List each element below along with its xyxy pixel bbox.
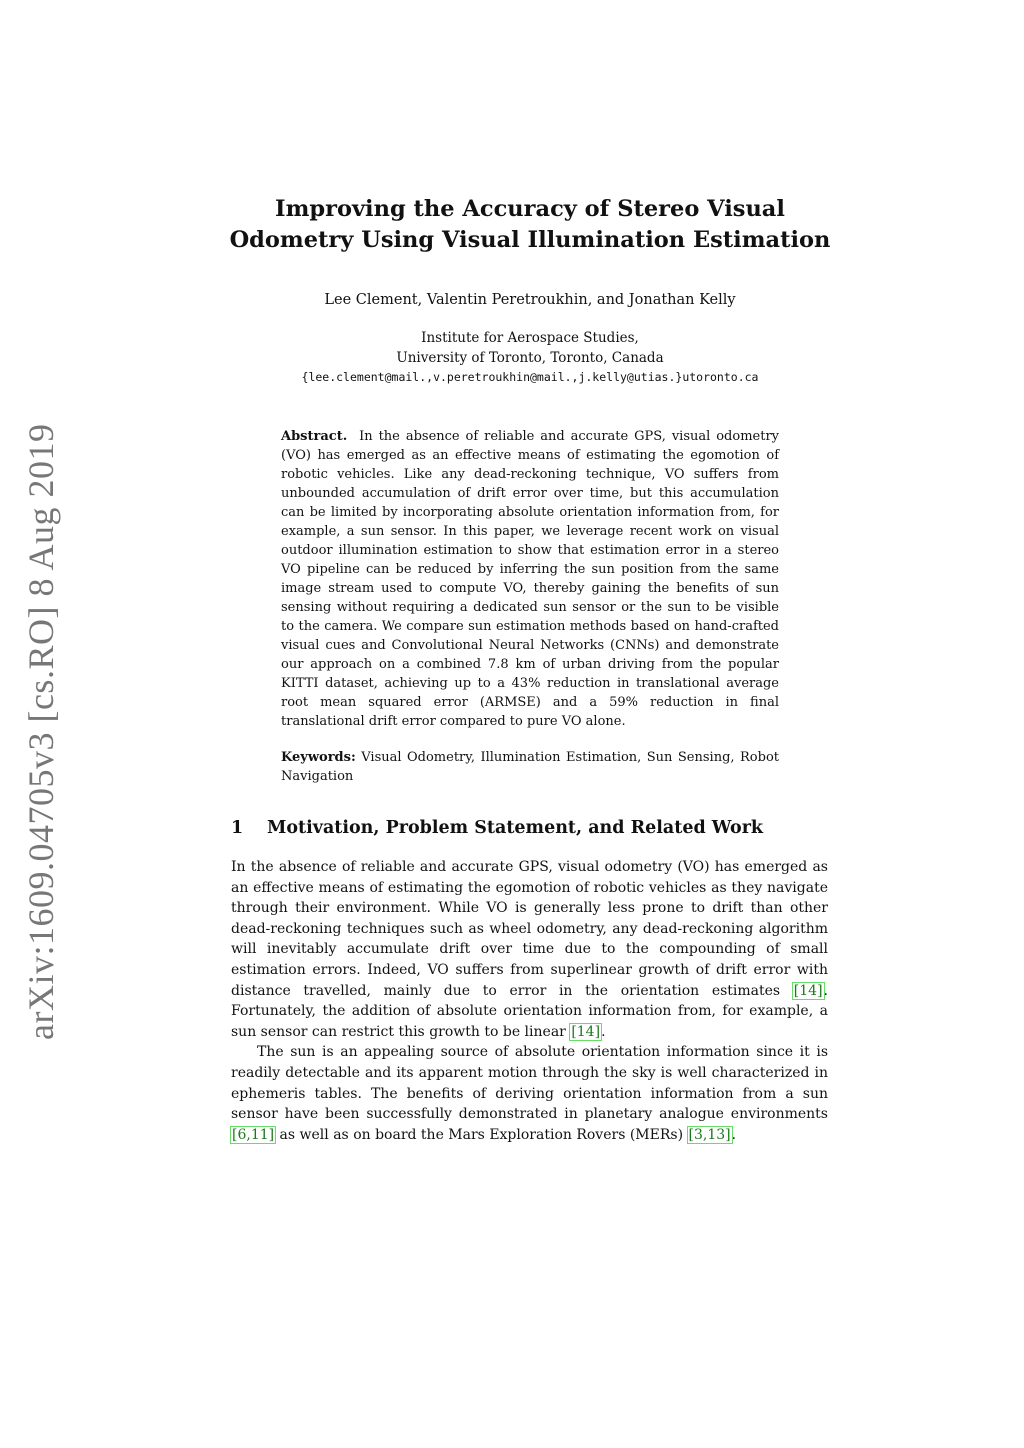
citation-link[interactable]: [14] [793,982,823,999]
paragraph-2-text-c: . [731,1126,737,1143]
paragraph-1-text-a: In the absence of reliable and accurate GPS, visual odometry (VO) has emerged as an effective means of estimating the egomotion of robotic vehicles as they navigate through their environment. While VO is generally less prone to drift than other dead-reckoning techniques such as wheel odometry, any dead-reckoning algorithm will inevitably accumulate drift over time due to the compounding of small estimation errors. Indeed, VO suffers from superlinear growth of drift error with distance travelled, mainly due to error in the orientation estimates [231,859,828,999]
keywords-label: Keywords: [281,750,356,765]
paragraph-2 [231,1042,828,1145]
paragraph-1-text-c: . [601,1023,606,1040]
paragraph-1 [231,857,828,1042]
abstract [281,427,779,731]
section-heading [231,818,831,838]
section-number: 1 [231,818,244,838]
affiliation-line-2: University of Toronto, Toronto, Canada [396,349,664,366]
abstract-label: Abstract. [281,429,348,444]
citation-link[interactable]: [3,13] [688,1126,731,1143]
keywords [281,748,779,786]
author-list: Lee Clement, Valentin Peretroukhin, and Jonathan Kelly [324,292,736,308]
paragraph-2-text-b: as well as on board the Mars Exploration Rovers (MERs) [275,1126,688,1143]
paragraph-2-text-a: The sun is an appealing source of absolute orientation information since it is readily detectable and its apparent motion through the sky is well characterized in ephemeris tables. The benefits of deriving orientation information from a sun sensor have been successfully demonstrated in planetary analogue environments [231,1044,828,1123]
author-emails: {lee.clement@mail.,v.peretroukhin@mail.,j.kelly@utias.}utoronto.ca [301,370,759,384]
paper-title [200,194,860,256]
citation-link[interactable]: [6,11] [232,1126,275,1143]
section-body [231,857,828,1145]
title-line-2: Odometry Using Visual Illumination Estimation [229,227,831,253]
keywords-text: Visual Odometry, Illumination Estimation, Sun Sensing, Robot Navigation [281,750,779,784]
paragraph-1-text-b: . Fortunately, the addition of absolute orientation information from, for example, a sun sensor can restrict this growth to be linear [231,982,828,1040]
affiliation [200,329,860,388]
section-title: Motivation, Problem Statement, and Related Work [267,818,764,838]
title-line-1: Improving the Accuracy of Stereo Visual [275,196,785,222]
arxiv-identifier: arXiv:1609.04705v3 [cs.RO] 8 Aug 2019 [21,423,61,1040]
affiliation-line-1: Institute for Aerospace Studies, [421,330,639,346]
citation-link[interactable]: [14] [571,1023,601,1040]
abstract-text: In the absence of reliable and accurate GPS, visual odometry (VO) has emerged as an effective means of estimating the egomotion of robotic vehicles. Like any dead-reckoning technique, VO suffers from unbounded accumulation of drift error over time, but this accumulation can be limited by incorporating absolute orientation information from, for example, a sun sensor. In this paper, we leverage recent work on visual outdoor illumination estimation to show that estimation error in a stereo VO pipeline can be reduced by inferring the sun position from the same image stream used to compute VO, thereby gaining the benefits of sun sensing without requiring a dedicated sun sensor or the sun to be visible to the camera. We compare sun estimation methods based on hand-crafted visual cues and Convolutional Neural Networks (CNNs) and demonstrate our approach on a combined 7.8 km of urban driving from the popular KITTI dataset, achieving up to a 43% reduction in translational average root mean squared error (ARMSE) and a 59% reduction in final translational drift error compared to pure VO alone. [281,429,779,729]
